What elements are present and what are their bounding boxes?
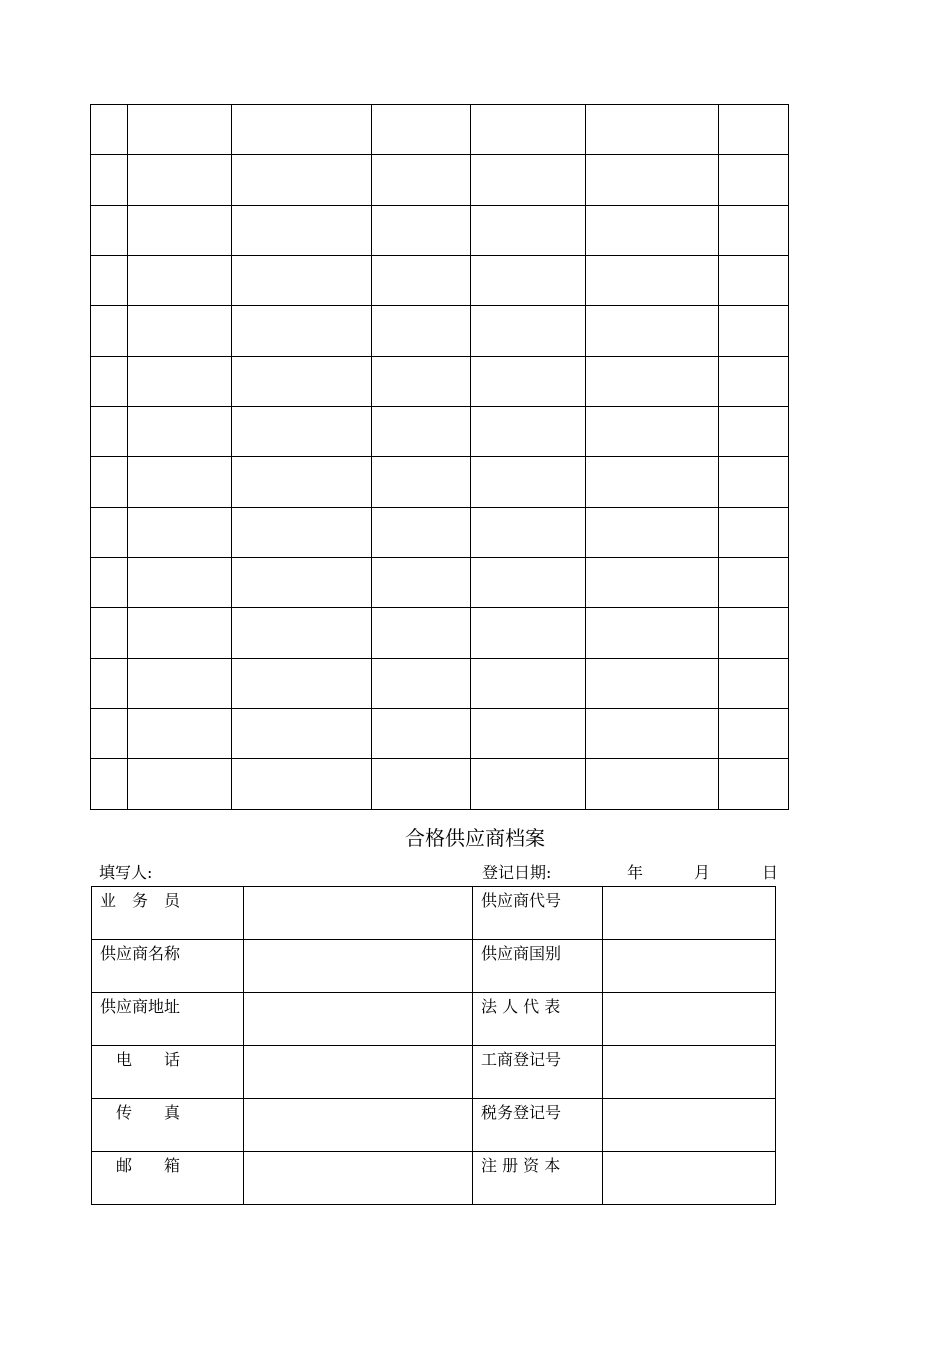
grid-row xyxy=(91,256,789,306)
grid-cell[interactable] xyxy=(372,658,471,708)
grid-cell[interactable] xyxy=(471,558,586,608)
grid-cell[interactable] xyxy=(232,457,372,507)
grid-cell[interactable] xyxy=(586,507,719,557)
grid-cell[interactable] xyxy=(372,306,471,356)
tax-registration-label: 税务登记号 xyxy=(473,1099,603,1152)
grid-cell[interactable] xyxy=(372,759,471,810)
supplier-name-field[interactable] xyxy=(244,940,473,993)
grid-cell[interactable] xyxy=(586,457,719,507)
grid-cell[interactable] xyxy=(232,709,372,759)
table-row xyxy=(92,887,776,940)
grid-cell[interactable] xyxy=(471,105,586,155)
grid-row xyxy=(91,709,789,759)
grid-row xyxy=(91,608,789,658)
grid-cell[interactable] xyxy=(719,356,789,406)
supplier-address-label: 供应商地址 xyxy=(92,993,244,1046)
supplier-country-field[interactable] xyxy=(603,940,776,993)
day-label: 日 xyxy=(762,863,779,882)
grid-cell[interactable] xyxy=(232,155,372,205)
grid-cell[interactable] xyxy=(586,558,719,608)
business-registration-field[interactable] xyxy=(603,1046,776,1099)
phone-field[interactable] xyxy=(244,1046,473,1099)
supplier-code-label: 供应商代号 xyxy=(473,887,603,940)
grid-cell[interactable] xyxy=(128,256,232,306)
supplier-code-field[interactable] xyxy=(603,887,776,940)
grid-cell[interactable] xyxy=(719,407,789,457)
grid-cell[interactable] xyxy=(586,155,719,205)
grid-cell[interactable] xyxy=(372,507,471,557)
grid-cell[interactable] xyxy=(719,306,789,356)
grid-cell[interactable] xyxy=(471,155,586,205)
grid-cell[interactable] xyxy=(232,507,372,557)
legal-representative-label: 法 人 代 表 xyxy=(473,993,603,1046)
grid-cell[interactable] xyxy=(128,558,232,608)
supplier-country-label: 供应商国别 xyxy=(473,940,603,993)
grid-cell[interactable] xyxy=(372,256,471,306)
grid-cell[interactable] xyxy=(372,205,471,255)
grid-cell[interactable] xyxy=(91,407,128,457)
grid-cell[interactable] xyxy=(232,608,372,658)
grid-cell[interactable] xyxy=(586,205,719,255)
grid-cell[interactable] xyxy=(91,356,128,406)
grid-cell[interactable] xyxy=(372,407,471,457)
grid-cell[interactable] xyxy=(91,608,128,658)
grid-cell[interactable] xyxy=(232,306,372,356)
grid-cell[interactable] xyxy=(586,105,719,155)
grid-cell[interactable] xyxy=(372,457,471,507)
grid-row xyxy=(91,306,789,356)
registered-capital-field[interactable] xyxy=(603,1152,776,1205)
grid-row xyxy=(91,105,789,155)
grid-cell[interactable] xyxy=(471,658,586,708)
grid-cell[interactable] xyxy=(372,558,471,608)
table-row xyxy=(92,993,776,1046)
grid-cell[interactable] xyxy=(471,507,586,557)
grid-cell[interactable] xyxy=(232,256,372,306)
salesperson-label: 业 务 员 xyxy=(92,887,244,940)
grid-cell[interactable] xyxy=(719,658,789,708)
grid-cell[interactable] xyxy=(719,507,789,557)
grid-cell[interactable] xyxy=(586,709,719,759)
grid-cell[interactable] xyxy=(471,407,586,457)
grid-cell[interactable] xyxy=(719,608,789,658)
grid-cell[interactable] xyxy=(719,759,789,810)
grid-cell[interactable] xyxy=(128,356,232,406)
grid-cell[interactable] xyxy=(232,356,372,406)
grid-cell[interactable] xyxy=(372,155,471,205)
grid-cell[interactable] xyxy=(91,658,128,708)
email-field[interactable] xyxy=(244,1152,473,1205)
grid-cell[interactable] xyxy=(128,608,232,658)
grid-cell[interactable] xyxy=(91,155,128,205)
grid-cell[interactable] xyxy=(232,105,372,155)
grid-cell[interactable] xyxy=(719,155,789,205)
supplier-name-label: 供应商名称 xyxy=(92,940,244,993)
grid-row xyxy=(91,205,789,255)
grid-cell[interactable] xyxy=(586,759,719,810)
grid-row xyxy=(91,457,789,507)
tax-registration-field[interactable] xyxy=(603,1099,776,1152)
grid-cell[interactable] xyxy=(471,306,586,356)
grid-cell[interactable] xyxy=(91,457,128,507)
grid-row xyxy=(91,155,789,205)
grid-cell[interactable] xyxy=(471,759,586,810)
grid-cell[interactable] xyxy=(471,457,586,507)
grid-row xyxy=(91,356,789,406)
legal-representative-field[interactable] xyxy=(603,993,776,1046)
salesperson-field[interactable] xyxy=(244,887,473,940)
grid-cell[interactable] xyxy=(128,306,232,356)
grid-cell[interactable] xyxy=(91,105,128,155)
grid-cell[interactable] xyxy=(128,709,232,759)
grid-cell[interactable] xyxy=(471,256,586,306)
grid-cell[interactable] xyxy=(128,658,232,708)
page-title: 合格供应商档案 xyxy=(405,826,545,850)
filler-label: 填写人: xyxy=(99,863,153,882)
fax-field[interactable] xyxy=(244,1099,473,1152)
grid-cell[interactable] xyxy=(91,507,128,557)
grid-cell[interactable] xyxy=(232,658,372,708)
year-label: 年 xyxy=(627,863,644,882)
table-row xyxy=(92,1046,776,1099)
grid-cell[interactable] xyxy=(372,105,471,155)
grid-cell[interactable] xyxy=(372,608,471,658)
grid-row xyxy=(91,759,789,810)
phone-label: 电 话 xyxy=(92,1046,244,1099)
grid-cell[interactable] xyxy=(719,205,789,255)
grid-cell[interactable] xyxy=(586,407,719,457)
grid-cell[interactable] xyxy=(128,507,232,557)
grid-cell[interactable] xyxy=(91,709,128,759)
grid-cell[interactable] xyxy=(91,256,128,306)
grid-cell[interactable] xyxy=(471,356,586,406)
grid-cell[interactable] xyxy=(586,306,719,356)
grid-cell[interactable] xyxy=(91,759,128,810)
supplier-address-field[interactable] xyxy=(244,993,473,1046)
grid-cell[interactable] xyxy=(232,759,372,810)
grid-cell[interactable] xyxy=(128,205,232,255)
fax-label: 传 真 xyxy=(92,1099,244,1152)
grid-cell[interactable] xyxy=(586,256,719,306)
table-row xyxy=(92,1152,776,1205)
blank-grid-table xyxy=(90,104,789,810)
grid-cell[interactable] xyxy=(471,608,586,658)
grid-cell[interactable] xyxy=(128,457,232,507)
grid-cell[interactable] xyxy=(372,356,471,406)
grid-cell[interactable] xyxy=(128,155,232,205)
grid-cell[interactable] xyxy=(586,356,719,406)
table-row xyxy=(92,940,776,993)
grid-cell[interactable] xyxy=(372,709,471,759)
grid-cell[interactable] xyxy=(719,709,789,759)
grid-cell[interactable] xyxy=(719,457,789,507)
grid-cell[interactable] xyxy=(232,205,372,255)
grid-cell[interactable] xyxy=(128,105,232,155)
grid-cell[interactable] xyxy=(471,205,586,255)
grid-row xyxy=(91,558,789,608)
grid-cell[interactable] xyxy=(128,759,232,810)
grid-cell[interactable] xyxy=(586,658,719,708)
email-label: 邮 箱 xyxy=(92,1152,244,1205)
grid-cell[interactable] xyxy=(91,558,128,608)
table-row xyxy=(92,1099,776,1152)
grid-cell[interactable] xyxy=(586,608,719,658)
registration-date-label: 登记日期: xyxy=(482,863,552,882)
month-label: 月 xyxy=(694,863,711,882)
grid-cell[interactable] xyxy=(91,205,128,255)
grid-cell[interactable] xyxy=(232,558,372,608)
grid-cell[interactable] xyxy=(128,407,232,457)
grid-row xyxy=(91,407,789,457)
supplier-info-table xyxy=(91,886,776,1205)
registered-capital-label: 注 册 资 本 xyxy=(473,1152,603,1205)
grid-row xyxy=(91,658,789,708)
grid-row xyxy=(91,507,789,557)
grid-cell[interactable] xyxy=(719,256,789,306)
grid-cell[interactable] xyxy=(719,558,789,608)
grid-cell[interactable] xyxy=(471,709,586,759)
grid-cell[interactable] xyxy=(719,105,789,155)
business-registration-label: 工商登记号 xyxy=(473,1046,603,1099)
grid-cell[interactable] xyxy=(91,306,128,356)
grid-cell[interactable] xyxy=(232,407,372,457)
